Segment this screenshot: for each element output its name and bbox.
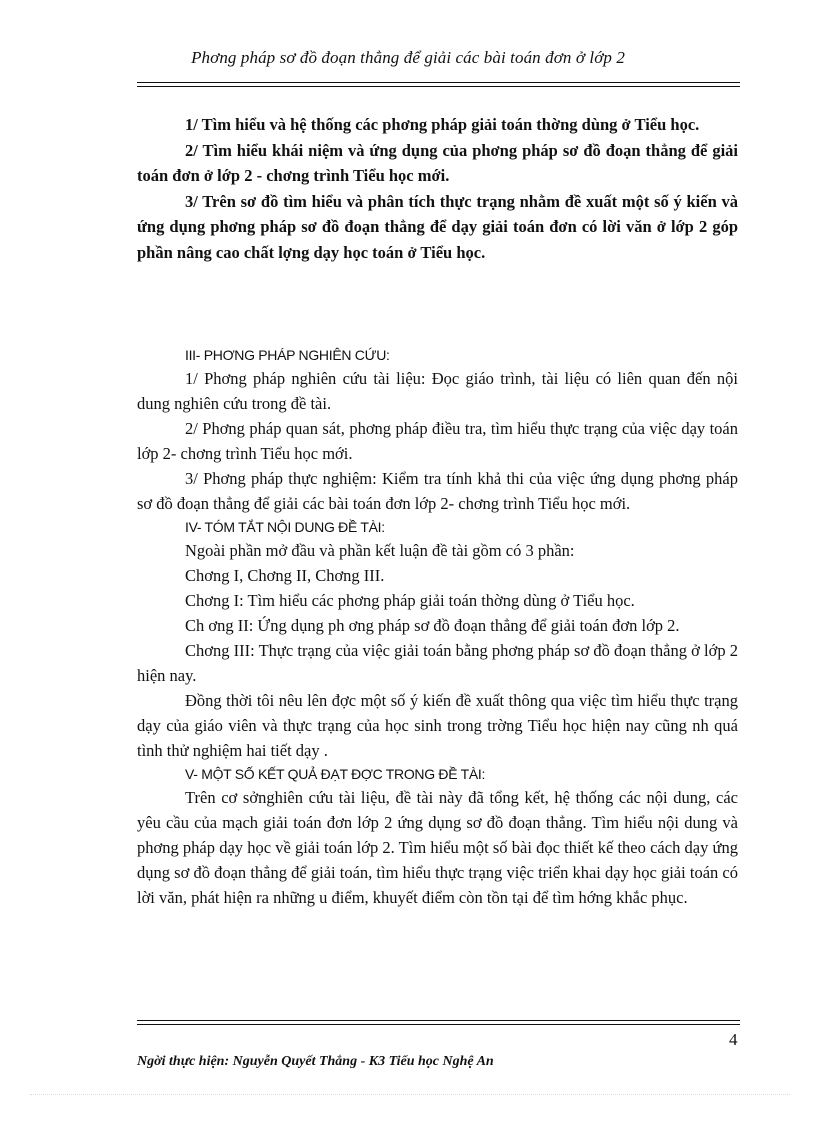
section-research-methods xyxy=(137,344,738,910)
paragraph: Ngoài phần mở đầu và phần kết luận đề tài gồm có 3 phần: xyxy=(185,541,575,560)
paragraph: Chơng I: Tìm hiểu các phơng pháp giải toán thờng dùng ở Tiểu học. xyxy=(185,591,635,610)
page-number: 4 xyxy=(729,1030,738,1049)
section-heading: V- MỘT SỐ KẾT QUẢ ĐẠT ĐỢC TRONG ĐỀ TÀI: xyxy=(185,766,486,782)
objective-item: 1/ Tìm hiểu và hệ thống các phơng pháp giải toán thờng dùng ở Tiểu học. xyxy=(185,115,700,134)
header-divider xyxy=(137,82,740,83)
objectives-block xyxy=(137,112,738,265)
footer-divider-double xyxy=(137,1024,740,1025)
objective-item: 2/ Tìm hiểu khái niệm và ứng dụng của phơng pháp sơ đồ đoạn thẳng để giải toán đơn ở lớp 2 - chơng trình Tiểu học mới. xyxy=(137,140,738,185)
objective-item: 3/ Trên sơ đồ tìm hiểu và phân tích thực trạng nhằm đề xuất một số ý kiến và ứng dụng phơng pháp sơ đồ đoạn thẳng để dạy giải toán đơn có lời văn ở lớp 2 góp phần nâng cao chất lợng dạy học toán ở Tiểu học. xyxy=(137,191,738,262)
header-divider-double xyxy=(137,86,740,87)
section-heading: III- PHƠNG PHÁP NGHIÊN CỨU: xyxy=(185,347,390,363)
page-header-title: Phơng pháp sơ đồ đoạn thẳng để giải các bài toán đơn ở lớp 2 xyxy=(191,48,625,67)
section-heading: IV- TÓM TẮT NỘI DUNG ĐỀ TÀI: xyxy=(185,519,385,535)
paragraph: 3/ Phơng pháp thực nghiệm: Kiểm tra tính khả thi của việc ứng dụng phơng pháp sơ đồ đoạn thẳng để giải các bài toán đơn lớp 2- chơng trình Tiểu học mới. xyxy=(137,469,738,513)
page-bottom-dotted-line xyxy=(30,1094,790,1095)
paragraph: 1/ Phơng pháp nghiên cứu tài liệu: Đọc giáo trình, tài liệu có liên quan đến nội dung nghiên cứu trong đề tài. xyxy=(137,369,738,413)
paragraph: Chơng I, Chơng II, Chơng III. xyxy=(185,566,385,585)
footer-divider xyxy=(137,1020,740,1021)
paragraph: Ch ơng II: Ứng dụng ph ơng pháp sơ đồ đoạn thẳng để giải toán đơn lớp 2. xyxy=(185,616,680,635)
paragraph: Trên cơ sởnghiên cứu tài liệu, đề tài này đã tổng kết, hệ thống các nội dung, các yêu cầu của mạch giải toán đơn lớp 2 ứng dụng sơ đồ đoạn thẳng. Tìm hiểu nội dung và phơng pháp dạy học về giải toán lớp 2. Tìm hiểu một số bài đọc thiết kế theo cách dạy ứng dụng sơ đồ đoạn thẳng để giải toán, tìm hiểu thực trạng việc triển khai dạy học giải toán có lời văn, phát hiện ra những u điểm, khuyết điểm còn tồn tại để tìm hớng khắc phục. xyxy=(137,788,738,907)
paragraph: 2/ Phơng pháp quan sát, phơng pháp điều tra, tìm hiểu thực trạng của việc dạy toán lớp 2- chơng trình Tiểu học mới. xyxy=(137,419,738,463)
paragraph: Đồng thời tôi nêu lên đợc một số ý kiến đề xuất thông qua việc tìm hiểu thực trạng dạy của giáo viên và thực trạng của học sinh trong trờng Tiểu học hiện nay cũng nh quá tình thử nghiệm hai tiết dạy . xyxy=(137,691,738,760)
paragraph: Chơng III: Thực trạng của việc giải toán bằng phơng pháp sơ đồ đoạn thẳng ở lớp 2 hiện nay. xyxy=(137,641,738,685)
footer-author: Ngời thực hiện: Nguyễn Quyết Thắng - K3 Tiểu học Nghệ An xyxy=(137,1054,494,1069)
